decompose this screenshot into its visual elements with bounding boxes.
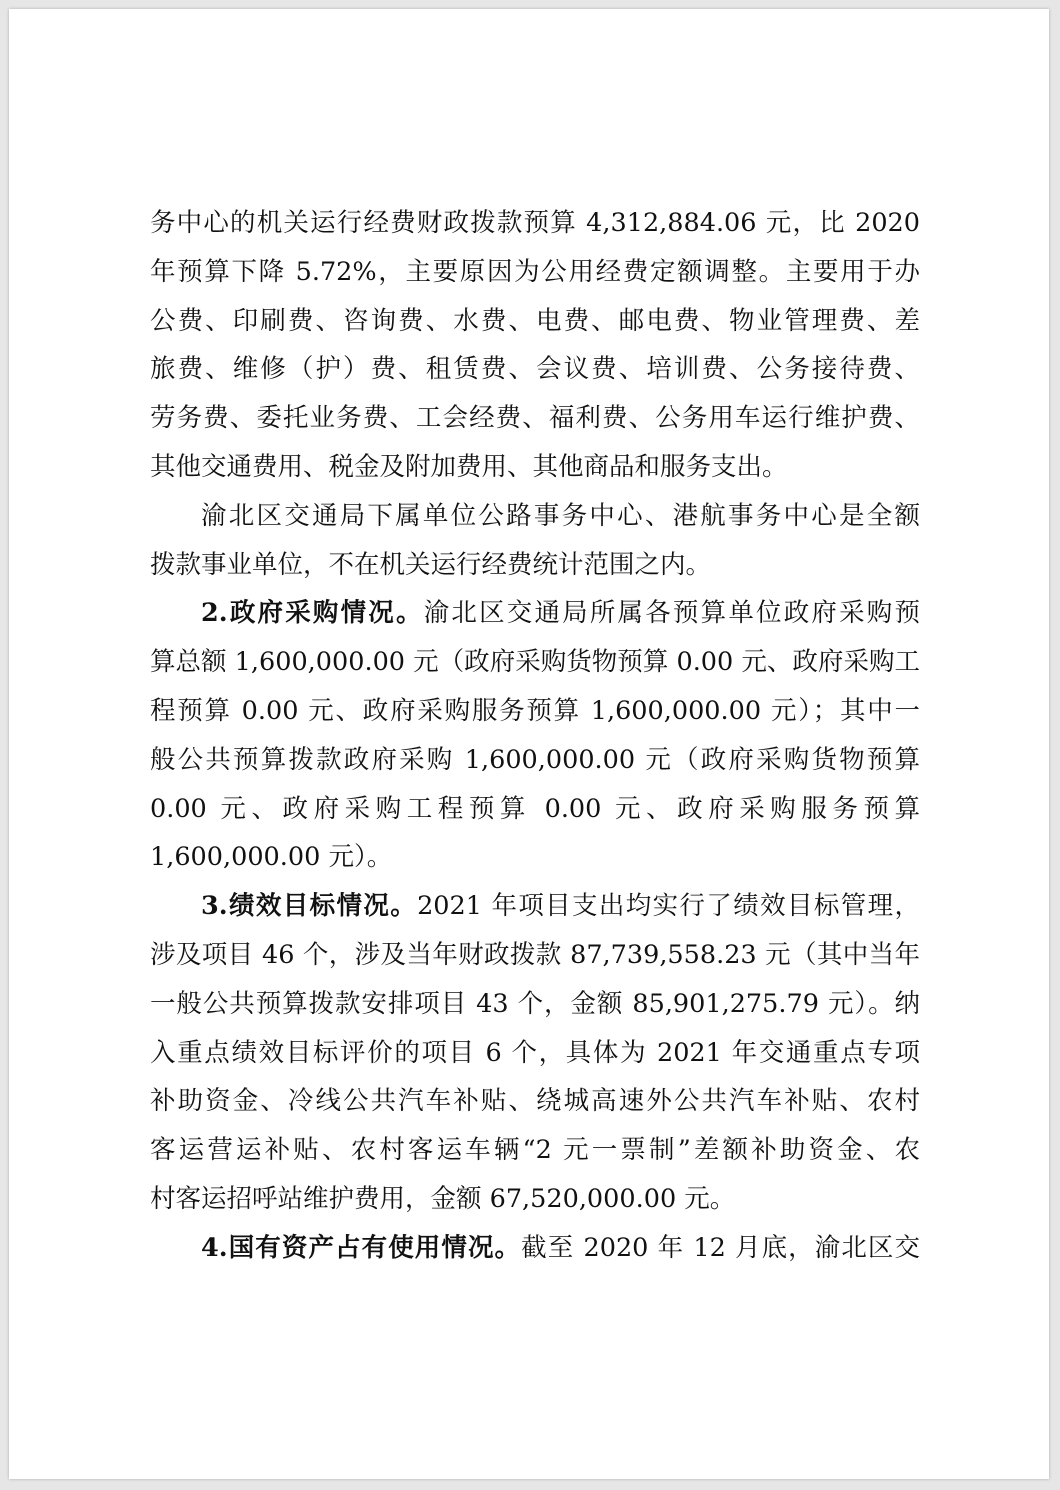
paragraph-government-procurement [150,589,920,882]
paragraph-performance-targets [150,882,920,1224]
text-segment: 渝北区交通局所属各预算单位政府采购预 [423,598,920,629]
text-line: 公费、印刷费、咨询费、水费、电费、邮电费、物业管理费、差 [150,305,920,336]
text-line: 渝北区交通局下属单位公路事务中心、港航事务中心是全额 [201,500,920,531]
text-line: 劳务费、委托业务费、工会经费、福利费、公务用车运行维护费、 [150,403,920,434]
section-heading: 3.绩效目标情况。 [201,891,418,922]
text-line: 一般公共预算拨款安排项目 43 个，金额 85,901,275.79 元）。纳 [150,988,920,1019]
text-line: 年预算下降 5.72%，主要原因为公用经费定额调整。主要用于办 [150,256,920,287]
text-line [150,1224,920,1273]
text-line: 其他交通费用、税金及附加费用、其他商品和服务支出。 [150,451,788,482]
text-line: 算总额 1,600,000.00 元（政府采购货物预算 0.00 元、政府采购工 [150,647,920,678]
paragraph-state-assets [150,1224,920,1273]
section-heading: 2.政府采购情况。 [201,598,424,629]
paragraph-subordinate-units [150,492,920,590]
text-line: 般公共预算拨款政府采购 1,600,000.00 元（政府采购货物预算 [150,744,920,775]
text-line [150,589,920,638]
text-line: 0.00 元、政府采购工程预算 0.00 元、政府采购服务预算 [150,793,920,824]
text-segment: 2021 年项目支出均实行了绩效目标管理， [417,891,920,922]
section-heading: 4.国有资产占有使用情况。 [201,1232,522,1263]
document-page [9,9,1049,1479]
text-line: 1,600,000.00 元）。 [150,842,393,873]
text-line: 涉及项目 46 个，涉及当年财政拨款 87,739,558.23 元（其中当年 [150,939,920,970]
text-segment: 截至 2020 年 12 月底，渝北区交 [521,1232,920,1263]
document-body [150,199,920,1273]
paragraph-operating-expenses [150,199,920,492]
text-line: 入重点绩效目标评价的项目 6 个，具体为 2021 年交通重点专项 [150,1037,920,1068]
text-line: 客运营运补贴、农村客运车辆“2 元一票制”差额补助资金、农 [150,1135,920,1166]
text-line: 补助资金、冷线公共汽车补贴、绕城高速外公共汽车补贴、农村 [150,1086,920,1117]
text-line: 拨款事业单位，不在机关运行经费统计范围之内。 [150,549,712,580]
text-line: 旅费、维修（护）费、租赁费、会议费、培训费、公务接待费、 [150,354,920,385]
text-line [150,882,920,931]
text-line: 村客运招呼站维护费用，金额 67,520,000.00 元。 [150,1183,736,1214]
text-line: 程预算 0.00 元、政府采购服务预算 1,600,000.00 元）；其中一 [150,695,920,726]
text-line: 务中心的机关运行经费财政拨款预算 4,312,884.06 元，比 2020 [150,208,920,238]
